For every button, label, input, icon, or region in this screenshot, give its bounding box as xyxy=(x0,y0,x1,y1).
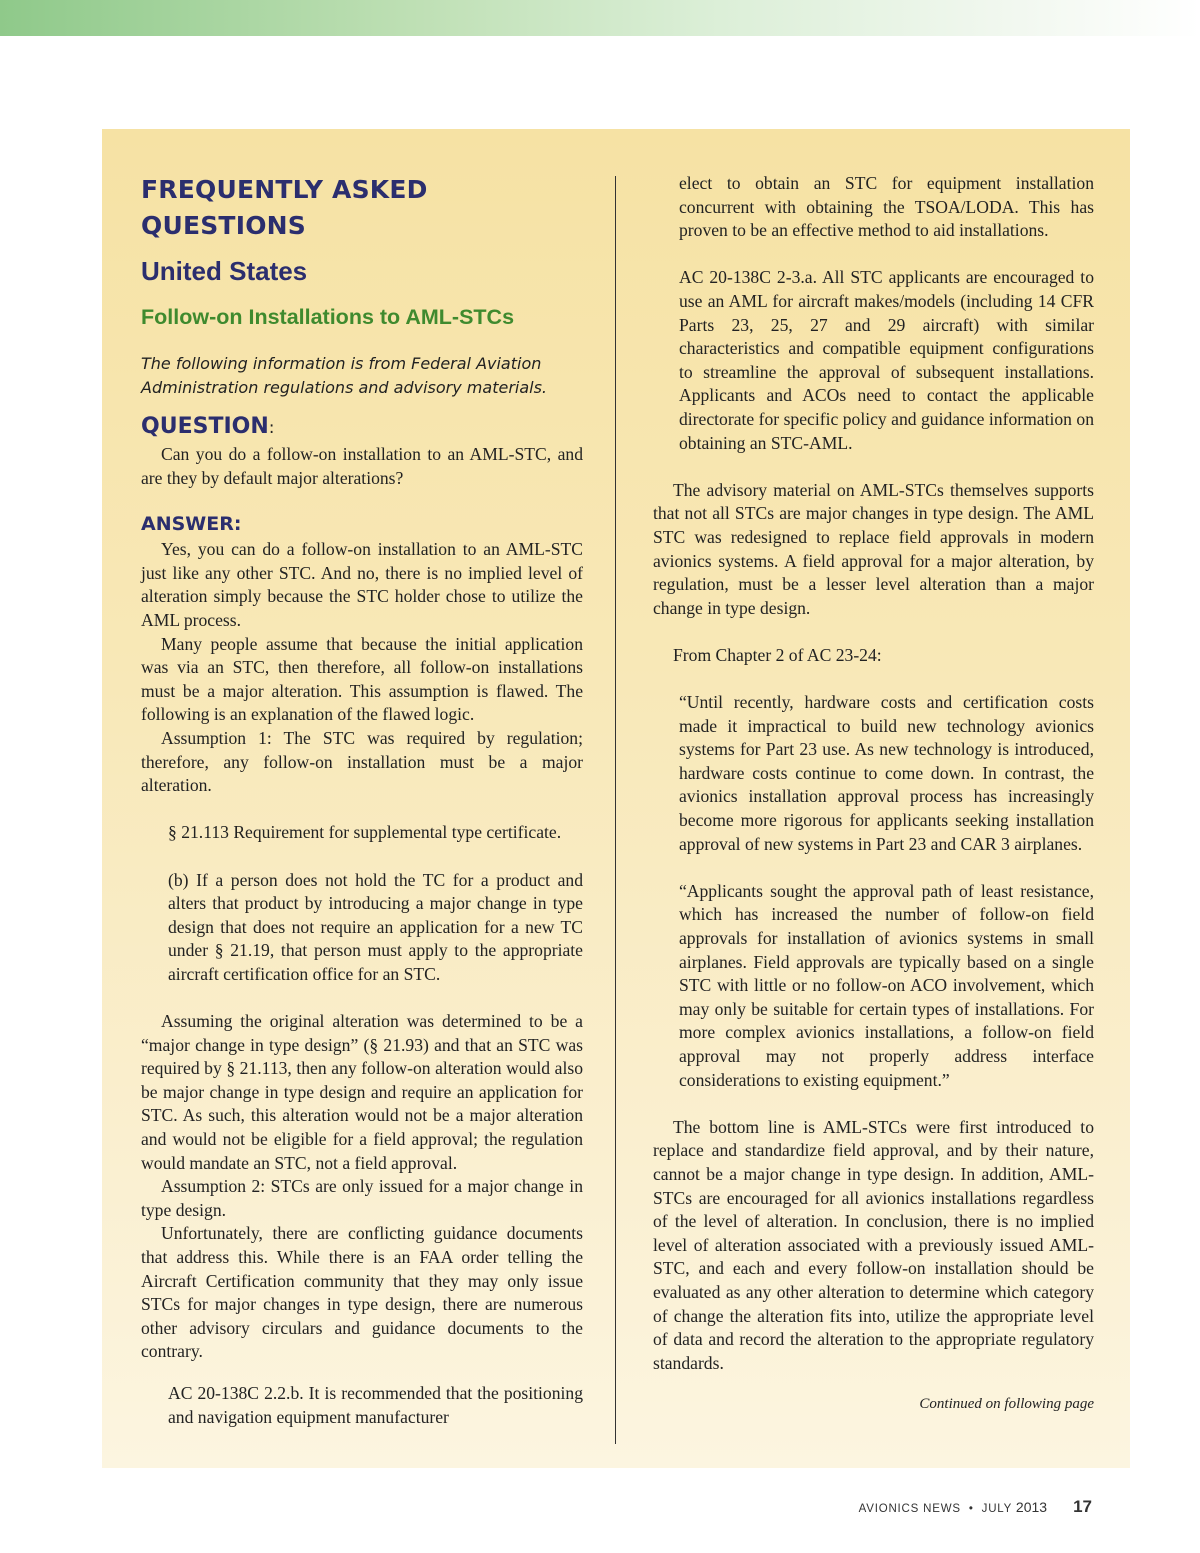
left-column-quote-start xyxy=(141,1382,583,1429)
question-colon: : xyxy=(268,418,275,438)
page-title: FREQUENTLY ASKED QUESTIONS xyxy=(141,175,428,240)
answer-paragraph-8: From Chapter 2 of AC 23-24: xyxy=(673,644,882,665)
top-color-band xyxy=(0,0,1200,36)
left-column xyxy=(141,172,583,1364)
continued-note: Continued on following page xyxy=(919,1396,1094,1413)
question-text: Can you do a follow-on installation to an AML-STC, and are they by default major alterations? xyxy=(141,444,583,488)
answer-paragraph-6: Unfortunately, there are conflicting guidance documents that address this. While there is an FAA order telling the Aircraft Certification community that they may only issue STCs for major changes in type design, there are numerous other advisory circulars and guidance documents to the contrary. xyxy=(141,1223,583,1362)
publication-name: AVIONICS NEWS xyxy=(858,1503,961,1515)
ac-23-24-quote-2: “Applicants sought the approval path of least resistance, which has increased the number of follow-on field approvals for installation of avionics systems in small airplanes. Field approvals are typically based on a single STC with little or no follow-on ACO involvement, which may only be suitable for certain types of installations. For more complex avionics installations, a follow-on field approval may not properly address interface considerations to existing equipment.” xyxy=(679,880,1094,1090)
column-divider xyxy=(615,176,616,1444)
answer-paragraph-4: Assuming the original alteration was determined to be a “major change in type design” (§ 21.93) and that an STC was required by § 21.113, then any follow-on alteration would also be major change in type design and require an application for STC. As such, this alteration would not be a major alteration and would not be eligible for a field approval; the regulation would mandate an STC, not a field approval. xyxy=(141,1011,583,1173)
ac-23-24-quote-1: “Until recently, hardware costs and certification costs made it impractical to build new technology avionics systems for Part 23 use. As new technology is introduced, hardware costs continue to come down. In contrast, the avionics installation approval process has increasingly become more rigorous for applicants seeking installation approval of new systems in Part 23 and CAR 3 airplanes. xyxy=(679,692,1094,854)
article-subtitle: Follow-on Installations to AML-STCs xyxy=(141,305,515,329)
answer-paragraph-7: The advisory material on AML-STCs themselves supports that not all STCs are major changes in type design. The AML STC was redesigned to replace field approvals in modern avionics systems. A field approval for a major alteration, by regulation, must be a lesser level alteration than a major change in type design. xyxy=(653,479,1094,618)
answer-paragraph-1: Yes, you can do a follow-on installation to an AML-STC just like any other STC. And no, there is no implied level of alteration simply because the STC holder chose to utilize the AML process. xyxy=(141,539,583,630)
answer-heading: ANSWER: xyxy=(141,513,242,536)
answer-paragraph-2: Many people assume that because the initial application was via an STC, then therefore, all follow-on installations must be a major alteration. This assumption is flawed. The following is an explanation of the flawed logic. xyxy=(141,633,583,725)
advisory-quote-1-start: AC 20-138C 2.2.b. It is recommended that the positioning and navigation equipment manufacturer xyxy=(168,1383,583,1427)
intro-text: The following information is from Federal Aviation Administration regulations and advisory materials. xyxy=(141,354,548,397)
answer-paragraph-3: Assumption 1: The STC was required by regulation; therefore, any follow-on installation must be a major alteration. xyxy=(141,727,583,796)
footer-separator: • xyxy=(968,1503,974,1515)
question-label: QUESTION xyxy=(141,414,269,439)
country-heading: United States xyxy=(141,256,308,286)
question-heading xyxy=(141,412,583,443)
advisory-quote-2: AC 20-138C 2-3.a. All STC applicants are encouraged to use an AML for aircraft makes/models (including 14 CFR Parts 23, 25, 27 and 29 aircraft) with similar characteristics and compatible equipment configurations to streamline the approval of subsequent installations. Applicants and ACOs need to contact the applicable directorate for specific policy and guidance information on obtaining an STC-AML. xyxy=(679,267,1094,453)
advisory-quote-1-end: elect to obtain an STC for equipment installation concurrent with obtaining the TSOA/LODA. This has proven to be an effective method to aid installations. xyxy=(679,173,1094,241)
regulation-quote-body: (b) If a person does not hold the TC for a product and alters that product by introducing a major change in type design that does not require an application for a new TC under § 21.19, that person must apply to the appropriate aircraft certification office for an STC. xyxy=(168,869,583,984)
regulation-quote-title: § 21.113 Requirement for supplemental type certificate. xyxy=(168,822,562,843)
answer-paragraph-5: Assumption 2: STCs are only issued for a major change in type design. xyxy=(141,1176,583,1220)
page-number: 17 xyxy=(1073,1497,1092,1516)
answer-paragraph-9: The bottom line is AML-STCs were first introduced to replace and standardize field approval, and by their nature, cannot be a major change in type design. In addition, AML-STCs are encouraged for all avionics installations regardless of the level of alteration. In conclusion, there is no implied level of alteration associated with a previously issued AML-STC, and each and every follow-on installation should be evaluated as any other alteration to determine which category of change the alteration fits into, utilize the appropriate level of data and record the alteration to the appropriate regulatory standards. xyxy=(653,1116,1094,1373)
issue-year: 2013 xyxy=(1015,1499,1048,1515)
right-column xyxy=(653,172,1094,1417)
issue-month: JULY xyxy=(981,1503,1012,1515)
page-footer xyxy=(0,1497,1092,1517)
